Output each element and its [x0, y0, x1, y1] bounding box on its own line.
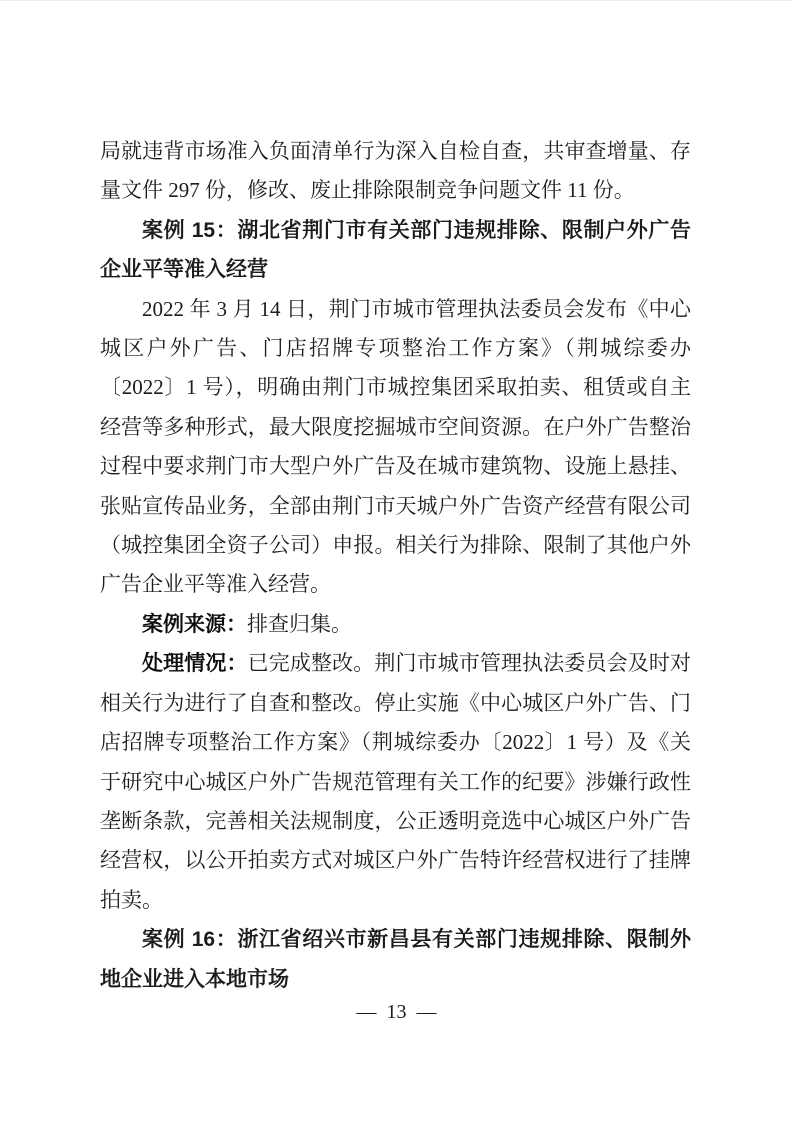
document-body — [100, 132, 691, 999]
footer-dash-right: — — [416, 1001, 437, 1023]
case-source-text: 排查归集。 — [247, 611, 352, 636]
case-15-heading: 案例 15：湖北省荆门市有关部门违规排除、限制户外广告企业平等准入经营 — [100, 218, 691, 282]
page-number: 13 — [386, 1001, 407, 1023]
case-source-label: 案例来源： — [142, 612, 247, 636]
case-16-heading: 案例 16：浙江省绍兴市新昌县有关部门违规排除、限制外地企业进入本地市场 — [100, 928, 691, 991]
paragraph-continuation: 局就违背市场准入负面清单行为深入自检自查，共审查增量、存量文件 297 份，修改、废止排除限制竞争问题文件 11 份。 — [100, 139, 691, 203]
case-handling-text: 已完成整改。荆门市城市管理执法委员会及时对相关行为进行了自查和整改。停止实施《中心城区户外广告、门店招牌专项整治工作方案》（荆城综委办〔2022〕1 号）及《关于研究中心城区户外广告规范管理有关工作的纪要》涉嫌行政性垄断条款，完善相关法规制度，公正透明竞选中心城区户外广告经营权，以公开拍卖方式对城区户外广告特许经营权进行了挂牌拍卖。 — [100, 651, 692, 912]
case-15-description: 2022 年 3 月 14 日，荆门市城市管理执法委员会发布《中心城区户外广告、门店招牌专项整治工作方案》（荆城综委办〔2022〕1 号），明确由荆门市城控集团采取拍卖、租赁或自主经营等多种形式，最大限度挖掘城市空间资源。在户外广告整治过程中要求荆门市大型户外广告及在城市建筑物、设施上悬挂、张贴宣传品业务，全部由荆门市天城户外广告资产经营有限公司（城控集团全资子公司）申报。相关行为排除、限制了其他户外广告企业平等准入经营。 — [100, 296, 691, 597]
footer-dash-left: — — [356, 1001, 377, 1023]
case-handling-label: 处理情况： — [142, 652, 248, 676]
case-source-paragraph — [100, 605, 691, 644]
case-handling-paragraph — [100, 644, 691, 920]
page-footer — [0, 997, 793, 1027]
